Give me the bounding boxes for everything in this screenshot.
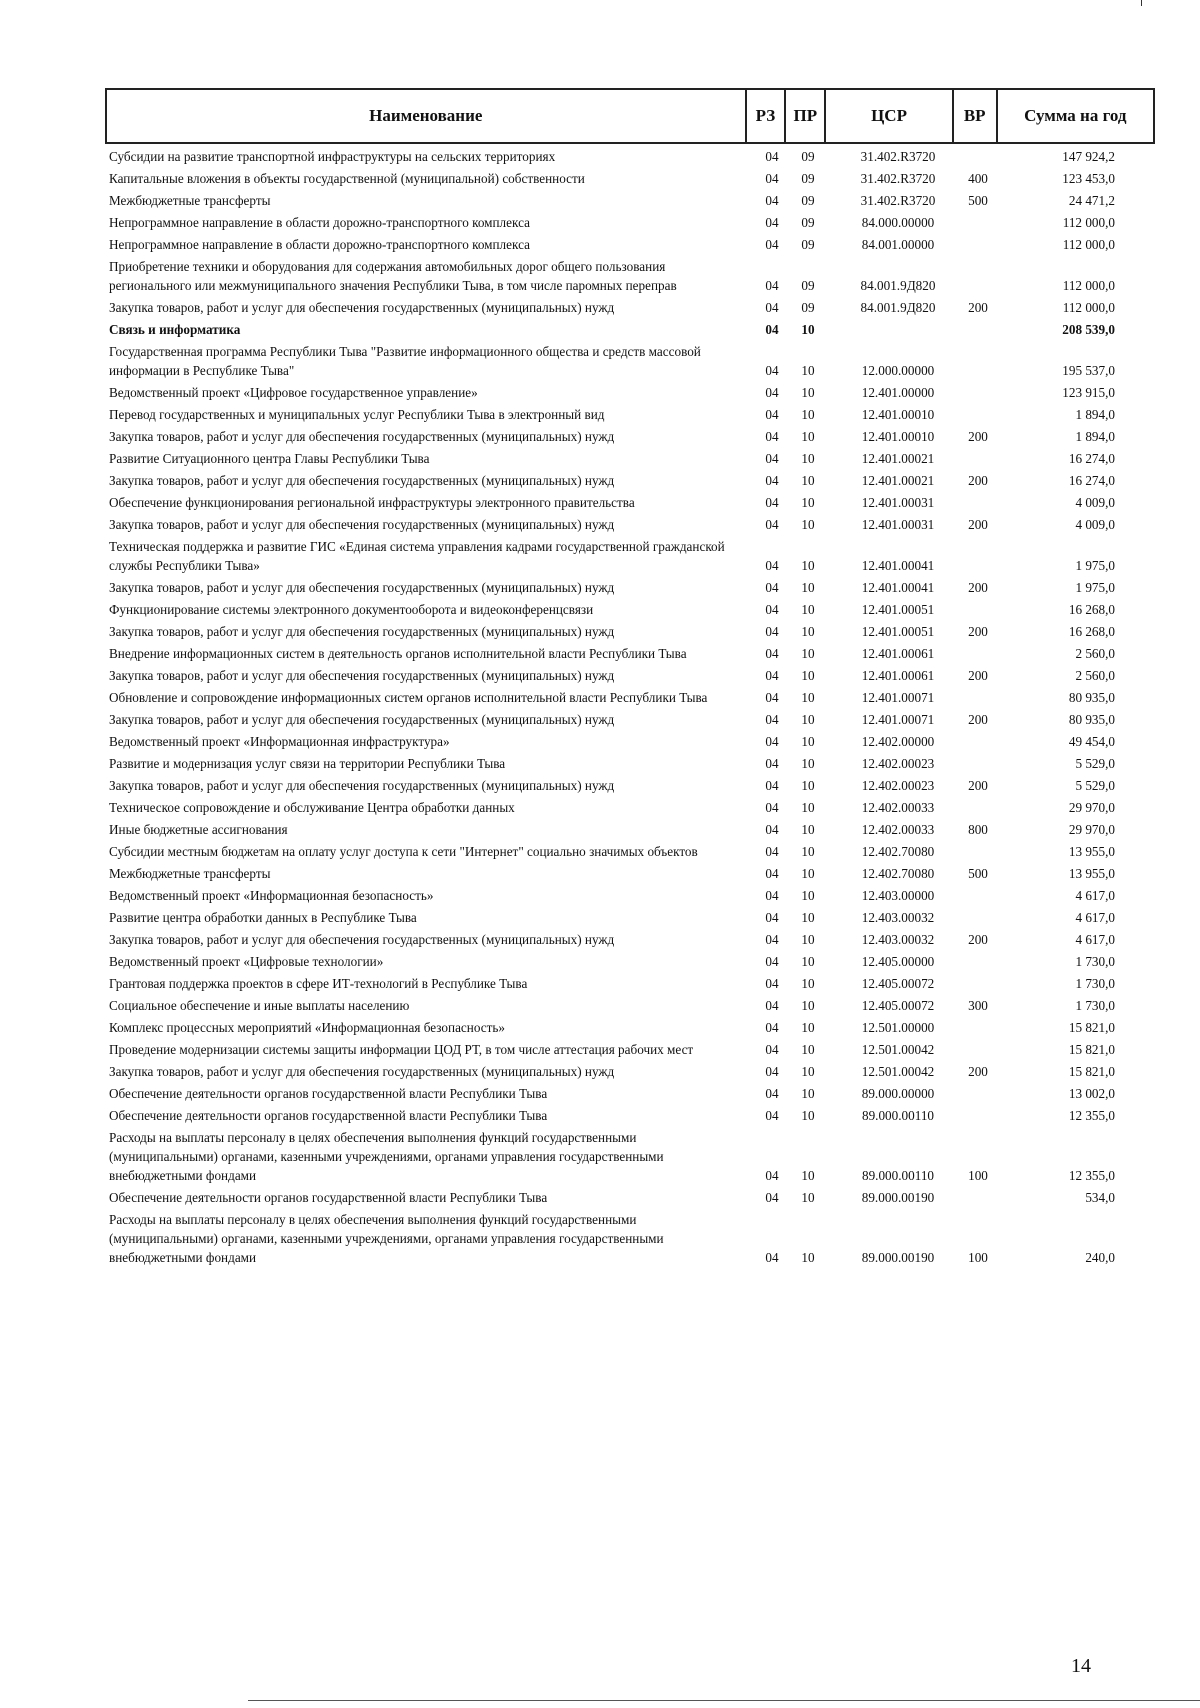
- row-sum: 49 454,0: [1068, 734, 1115, 749]
- row-sum: 240,0: [1085, 1250, 1115, 1265]
- table-row: [105, 405, 1155, 424]
- row-name: Закупка товаров, работ и услуг для обеспечения государственных (муниципальных) нужд: [109, 712, 615, 727]
- table-row: [105, 666, 1155, 685]
- row-rz: 04: [765, 624, 779, 639]
- row-name: Ведомственный проект «Информационная инфраструктура»: [109, 734, 450, 749]
- row-vr: 800: [968, 822, 988, 837]
- row-rz: 04: [765, 954, 779, 969]
- table-row: [105, 688, 1155, 707]
- row-rz: 04: [765, 756, 779, 771]
- row-name: Связь и информатика: [109, 322, 241, 337]
- row-rz: 04: [765, 998, 779, 1013]
- row-pr: 10: [801, 624, 815, 639]
- row-pr: 10: [801, 756, 815, 771]
- row-rz: 04: [765, 385, 779, 400]
- row-sum: 112 000,0: [1062, 278, 1115, 293]
- row-csr: 12.405.00000: [861, 954, 935, 969]
- table-row: [105, 798, 1155, 817]
- table-row: [105, 864, 1155, 883]
- table-row: [105, 974, 1155, 993]
- row-vr: 200: [968, 778, 988, 793]
- row-rz: 04: [765, 910, 779, 925]
- row-pr: 10: [801, 976, 815, 991]
- row-name: Приобретение техники и оборудования для содержания автомобильных дорог общего пользования регионального или межмуниципального значения Республики Тыва, в том числе паромных переправ: [109, 259, 677, 293]
- row-name: Субсидии на развитие транспортной инфраструктуры на сельских территориях: [109, 149, 556, 164]
- header-sum: Сумма на год: [996, 90, 1153, 142]
- row-csr: 84.001.9Д820: [860, 278, 936, 293]
- table-row: [105, 515, 1155, 534]
- row-rz: 04: [765, 800, 779, 815]
- table-row: [105, 537, 1155, 575]
- row-rz: 04: [765, 300, 779, 315]
- row-name: Государственная программа Республики Тыва "Развитие информационного общества и средств массовой информации в Республике Тыва": [109, 344, 701, 378]
- row-csr: 12.501.00000: [861, 1020, 935, 1035]
- row-name: Закупка товаров, работ и услуг для обеспечения государственных (муниципальных) нужд: [109, 429, 615, 444]
- row-pr: 10: [801, 778, 815, 793]
- row-sum: 80 935,0: [1068, 712, 1115, 727]
- table-row: [105, 427, 1155, 446]
- table-row: [105, 1106, 1155, 1125]
- row-pr: 10: [801, 1250, 815, 1265]
- row-csr: 12.401.00021: [861, 451, 935, 466]
- row-rz: 04: [765, 171, 779, 186]
- row-name: Ведомственный проект «Информационная безопасность»: [109, 888, 434, 903]
- table-row: [105, 952, 1155, 971]
- row-csr: 12.402.00033: [861, 800, 935, 815]
- table-row: [105, 169, 1155, 188]
- row-sum: 4 009,0: [1075, 495, 1115, 510]
- row-pr: 10: [801, 473, 815, 488]
- row-rz: 04: [765, 215, 779, 230]
- table-row: [105, 754, 1155, 773]
- row-csr: 12.401.00010: [861, 429, 935, 444]
- row-rz: 04: [765, 1064, 779, 1079]
- row-sum: 1 730,0: [1075, 954, 1115, 969]
- row-sum: 4 617,0: [1075, 888, 1115, 903]
- row-name: Закупка товаров, работ и услуг для обеспечения государственных (муниципальных) нужд: [109, 517, 615, 532]
- row-pr: 09: [801, 278, 815, 293]
- row-name: Развитие Ситуационного центра Главы Республики Тыва: [109, 451, 430, 466]
- row-pr: 10: [801, 495, 815, 510]
- header-csr: ЦСР: [824, 90, 952, 142]
- row-sum: 16 268,0: [1068, 624, 1115, 639]
- row-sum: 16 274,0: [1068, 473, 1115, 488]
- row-csr: 12.401.00071: [861, 690, 935, 705]
- row-rz: 04: [765, 778, 779, 793]
- row-rz: 04: [765, 712, 779, 727]
- row-csr: 89.000.00110: [861, 1108, 935, 1123]
- row-csr: 12.402.00033: [861, 822, 935, 837]
- header-vr: ВР: [952, 90, 996, 142]
- scan-edge-mark: [1141, 0, 1142, 6]
- row-pr: 10: [801, 558, 815, 573]
- row-csr: 84.001.00000: [861, 237, 935, 252]
- row-name: Обновление и сопровождение информационных систем органов исполнительной власти Республики Тыва: [109, 690, 708, 705]
- row-csr: 12.401.00061: [861, 668, 935, 683]
- row-rz: 04: [765, 1168, 779, 1183]
- row-sum: 12 355,0: [1068, 1168, 1115, 1183]
- row-pr: 09: [801, 193, 815, 208]
- scan-bottom-rule: [248, 1700, 1200, 1701]
- row-name: Обеспечение деятельности органов государственной власти Республики Тыва: [109, 1190, 548, 1205]
- table-row: [105, 644, 1155, 663]
- row-sum: 15 821,0: [1068, 1020, 1115, 1035]
- row-csr: 12.402.70080: [861, 844, 935, 859]
- row-name: Закупка товаров, работ и услуг для обеспечения государственных (муниципальных) нужд: [109, 473, 615, 488]
- row-name: Закупка товаров, работ и услуг для обеспечения государственных (муниципальных) нужд: [109, 624, 615, 639]
- table-row: [105, 578, 1155, 597]
- row-name: Ведомственный проект «Цифровые технологии»: [109, 954, 384, 969]
- row-pr: 10: [801, 822, 815, 837]
- row-name: Обеспечение функционирования региональной инфраструктуры электронного правительства: [109, 495, 635, 510]
- row-sum: 208 539,0: [1062, 322, 1115, 337]
- row-rz: 04: [765, 866, 779, 881]
- row-pr: 10: [801, 1042, 815, 1057]
- row-name: Обеспечение деятельности органов государственной власти Республики Тыва: [109, 1108, 548, 1123]
- row-csr: 12.402.00023: [861, 778, 935, 793]
- row-sum: 16 268,0: [1068, 602, 1115, 617]
- row-csr: 12.401.00051: [861, 602, 935, 617]
- row-pr: 10: [801, 1190, 815, 1205]
- table-row: [105, 257, 1155, 295]
- row-rz: 04: [765, 517, 779, 532]
- row-vr: 200: [968, 624, 988, 639]
- table-row: [105, 383, 1155, 402]
- row-csr: 12.402.00023: [861, 756, 935, 771]
- row-name: Социальное обеспечение и иные выплаты населению: [109, 998, 410, 1013]
- table-row: [105, 213, 1155, 232]
- row-rz: 04: [765, 1190, 779, 1205]
- row-csr: 31.402.R3720: [860, 149, 936, 164]
- row-rz: 04: [765, 932, 779, 947]
- table-row: [105, 1062, 1155, 1081]
- row-sum: 147 924,2: [1062, 149, 1115, 164]
- row-rz: 04: [765, 1020, 779, 1035]
- row-rz: 04: [765, 1108, 779, 1123]
- row-name: Комплекс процессных мероприятий «Информационная безопасность»: [109, 1020, 505, 1035]
- table-row: [105, 449, 1155, 468]
- row-name: Межбюджетные трансферты: [109, 866, 271, 881]
- row-rz: 04: [765, 734, 779, 749]
- row-csr: 12.403.00032: [861, 932, 935, 947]
- row-rz: 04: [765, 495, 779, 510]
- row-csr: 12.401.00021: [861, 473, 935, 488]
- row-pr: 10: [801, 1086, 815, 1101]
- row-sum: 112 000,0: [1062, 237, 1115, 252]
- row-pr: 10: [801, 932, 815, 947]
- table-row: [105, 710, 1155, 729]
- row-sum: 29 970,0: [1068, 800, 1115, 815]
- row-csr: 12.401.00061: [861, 646, 935, 661]
- row-name: Обеспечение деятельности органов государственной власти Республики Тыва: [109, 1086, 548, 1101]
- row-pr: 10: [801, 910, 815, 925]
- header-pr: ПР: [784, 90, 824, 142]
- row-csr: 12.000.00000: [861, 363, 935, 378]
- table-row: [105, 1128, 1155, 1185]
- table-row: [105, 320, 1155, 339]
- row-rz: 04: [765, 1042, 779, 1057]
- row-pr: 10: [801, 668, 815, 683]
- row-rz: 04: [765, 602, 779, 617]
- row-sum: 16 274,0: [1068, 451, 1115, 466]
- row-name: Закупка товаров, работ и услуг для обеспечения государственных (муниципальных) нужд: [109, 580, 615, 595]
- row-csr: 12.401.00000: [861, 385, 935, 400]
- row-name: Закупка товаров, работ и услуг для обеспечения государственных (муниципальных) нужд: [109, 932, 615, 947]
- row-name: Капитальные вложения в объекты государственной (муниципальной) собственности: [109, 171, 585, 186]
- row-rz: 04: [765, 363, 779, 378]
- row-sum: 4 009,0: [1075, 517, 1115, 532]
- table-row: [105, 820, 1155, 839]
- row-sum: 13 002,0: [1068, 1086, 1115, 1101]
- row-vr: 200: [968, 1064, 988, 1079]
- row-vr: 500: [968, 866, 988, 881]
- row-sum: 12 355,0: [1068, 1108, 1115, 1123]
- row-sum: 112 000,0: [1062, 300, 1115, 315]
- row-name: Проведение модернизации системы защиты информации ЦОД РТ, в том числе аттестация рабочих мест: [109, 1042, 694, 1057]
- row-sum: 1 894,0: [1075, 407, 1115, 422]
- table-row: [105, 191, 1155, 210]
- row-pr: 10: [801, 998, 815, 1013]
- row-name: Перевод государственных и муниципальных услуг Республики Тыва в электронный вид: [109, 407, 605, 422]
- row-name: Закупка товаров, работ и услуг для обеспечения государственных (муниципальных) нужд: [109, 668, 615, 683]
- row-vr: 200: [968, 580, 988, 595]
- table-row: [105, 1084, 1155, 1103]
- row-name: Расходы на выплаты персоналу в целях обеспечения выполнения функций государственными (муниципальными) органами, казенными учреждениями, органами управления государственными внебюджетными фондами: [109, 1130, 664, 1183]
- row-sum: 1 730,0: [1075, 998, 1115, 1013]
- row-rz: 04: [765, 580, 779, 595]
- row-csr: 12.403.00032: [861, 910, 935, 925]
- row-pr: 10: [801, 429, 815, 444]
- row-pr: 10: [801, 1168, 815, 1183]
- table-row: [105, 842, 1155, 861]
- row-name: Техническая поддержка и развитие ГИС «Единая система управления кадрами государственной гражданской службы Республики Тыва»: [109, 539, 725, 573]
- table-row: [105, 1210, 1155, 1267]
- row-pr: 09: [801, 237, 815, 252]
- table-body: [105, 147, 1155, 1267]
- row-pr: 10: [801, 1064, 815, 1079]
- row-csr: 12.405.00072: [861, 976, 935, 991]
- row-sum: 4 617,0: [1075, 932, 1115, 947]
- row-sum: 4 617,0: [1075, 910, 1115, 925]
- row-vr: 100: [968, 1250, 988, 1265]
- row-csr: 89.000.00000: [861, 1086, 935, 1101]
- row-rz: 04: [765, 646, 779, 661]
- row-pr: 10: [801, 646, 815, 661]
- row-pr: 10: [801, 844, 815, 859]
- row-name: Межбюджетные трансферты: [109, 193, 271, 208]
- row-pr: 10: [801, 712, 815, 727]
- row-sum: 24 471,2: [1068, 193, 1115, 208]
- row-csr: 89.000.00110: [861, 1168, 935, 1183]
- row-name: Грантовая поддержка проектов в сфере ИТ-технологий в Республике Тыва: [109, 976, 528, 991]
- table-row: [105, 471, 1155, 490]
- row-sum: 1 975,0: [1075, 558, 1115, 573]
- row-pr: 10: [801, 866, 815, 881]
- table-row: [105, 1188, 1155, 1207]
- table-row: [105, 235, 1155, 254]
- row-csr: 31.402.R3720: [860, 193, 936, 208]
- row-sum: 1 894,0: [1075, 429, 1115, 444]
- row-vr: 300: [968, 998, 988, 1013]
- row-pr: 10: [801, 800, 815, 815]
- row-sum: 5 529,0: [1075, 756, 1115, 771]
- row-csr: 12.501.00042: [861, 1042, 935, 1057]
- row-pr: 10: [801, 1020, 815, 1035]
- row-csr: 84.000.00000: [861, 215, 935, 230]
- budget-table: [105, 88, 1155, 1267]
- page-number: 14: [1071, 1655, 1091, 1677]
- row-csr: 12.401.00041: [861, 580, 935, 595]
- row-name: Внедрение информационных систем в деятельность органов исполнительной власти Республики Тыва: [109, 646, 687, 661]
- row-csr: 12.402.70080: [861, 866, 935, 881]
- row-sum: 13 955,0: [1068, 866, 1115, 881]
- row-csr: 12.401.00031: [861, 517, 935, 532]
- table-row: [105, 342, 1155, 380]
- table-row: [105, 622, 1155, 641]
- row-rz: 04: [765, 473, 779, 488]
- row-pr: 10: [801, 602, 815, 617]
- row-name: Закупка товаров, работ и услуг для обеспечения государственных (муниципальных) нужд: [109, 778, 615, 793]
- row-rz: 04: [765, 668, 779, 683]
- row-sum: 29 970,0: [1068, 822, 1115, 837]
- row-rz: 04: [765, 322, 779, 337]
- row-sum: 15 821,0: [1068, 1064, 1115, 1079]
- row-pr: 10: [801, 888, 815, 903]
- table-header: [105, 88, 1155, 144]
- row-sum: 1 730,0: [1075, 976, 1115, 991]
- row-pr: 09: [801, 215, 815, 230]
- row-rz: 04: [765, 558, 779, 573]
- table-row: [105, 1040, 1155, 1059]
- row-csr: 89.000.00190: [861, 1190, 935, 1205]
- row-pr: 10: [801, 363, 815, 378]
- row-name: Ведомственный проект «Цифровое государственное управление»: [109, 385, 478, 400]
- row-rz: 04: [765, 888, 779, 903]
- row-pr: 09: [801, 149, 815, 164]
- row-vr: 200: [968, 473, 988, 488]
- row-csr: 12.401.00051: [861, 624, 935, 639]
- row-rz: 04: [765, 237, 779, 252]
- row-csr: 12.501.00042: [861, 1064, 935, 1079]
- row-rz: 04: [765, 149, 779, 164]
- row-sum: 123 915,0: [1062, 385, 1115, 400]
- row-name: Иные бюджетные ассигнования: [109, 822, 288, 837]
- row-vr: 200: [968, 517, 988, 532]
- row-sum: 534,0: [1085, 1190, 1115, 1205]
- row-csr: 12.403.00000: [861, 888, 935, 903]
- row-sum: 195 537,0: [1062, 363, 1115, 378]
- row-name: Субсидии местным бюджетам на оплату услуг доступа к сети "Интернет" социально значимых объектов: [109, 844, 698, 859]
- row-pr: 10: [801, 954, 815, 969]
- row-pr: 09: [801, 171, 815, 186]
- row-rz: 04: [765, 1250, 779, 1265]
- row-vr: 400: [968, 171, 988, 186]
- row-pr: 10: [801, 734, 815, 749]
- header-rz: РЗ: [745, 90, 785, 142]
- row-pr: 10: [801, 690, 815, 705]
- table-row: [105, 1018, 1155, 1037]
- row-pr: 10: [801, 385, 815, 400]
- row-csr: 12.401.00041: [861, 558, 935, 573]
- row-csr: 12.402.00000: [861, 734, 935, 749]
- row-vr: 200: [968, 932, 988, 947]
- row-pr: 10: [801, 407, 815, 422]
- table-row: [105, 732, 1155, 751]
- row-sum: 2 560,0: [1075, 646, 1115, 661]
- row-name: Техническое сопровождение и обслуживание Центра обработки данных: [109, 800, 515, 815]
- table-row: [105, 298, 1155, 317]
- table-row: [105, 930, 1155, 949]
- row-sum: 112 000,0: [1062, 215, 1115, 230]
- row-rz: 04: [765, 407, 779, 422]
- row-vr: 200: [968, 429, 988, 444]
- row-pr: 10: [801, 451, 815, 466]
- row-name: Закупка товаров, работ и услуг для обеспечения государственных (муниципальных) нужд: [109, 300, 615, 315]
- row-pr: 09: [801, 300, 815, 315]
- row-vr: 500: [968, 193, 988, 208]
- row-rz: 04: [765, 976, 779, 991]
- row-vr: 200: [968, 300, 988, 315]
- row-name: Функционирование системы электронного документооборота и видеоконференцсвязи: [109, 602, 594, 617]
- row-rz: 04: [765, 844, 779, 859]
- table-row: [105, 493, 1155, 512]
- row-name: Развитие центра обработки данных в Республике Тыва: [109, 910, 417, 925]
- table-row: [105, 776, 1155, 795]
- table-row: [105, 908, 1155, 927]
- table-row: [105, 600, 1155, 619]
- row-name: Расходы на выплаты персоналу в целях обеспечения выполнения функций государственными (муниципальными) органами, казенными учреждениями, органами управления государственными внебюджетными фондами: [109, 1212, 664, 1265]
- row-csr: 31.402.R3720: [860, 171, 936, 186]
- row-rz: 04: [765, 822, 779, 837]
- row-vr: 100: [968, 1168, 988, 1183]
- table-row: [105, 147, 1155, 166]
- row-pr: 10: [801, 580, 815, 595]
- row-csr: 89.000.00190: [861, 1250, 935, 1265]
- row-sum: 2 560,0: [1075, 668, 1115, 683]
- row-rz: 04: [765, 193, 779, 208]
- row-vr: 200: [968, 712, 988, 727]
- row-csr: 12.401.00031: [861, 495, 935, 510]
- row-csr: 12.401.00071: [861, 712, 935, 727]
- table-row: [105, 886, 1155, 905]
- row-csr: 12.405.00072: [861, 998, 935, 1013]
- row-csr: 84.001.9Д820: [860, 300, 936, 315]
- row-name: Непрограммное направление в области дорожно-транспортного комплекса: [109, 237, 530, 252]
- row-sum: 15 821,0: [1068, 1042, 1115, 1057]
- row-sum: 123 453,0: [1062, 171, 1115, 186]
- row-sum: 13 955,0: [1068, 844, 1115, 859]
- row-pr: 10: [801, 1108, 815, 1123]
- row-rz: 04: [765, 1086, 779, 1101]
- row-rz: 04: [765, 278, 779, 293]
- row-rz: 04: [765, 429, 779, 444]
- row-sum: 80 935,0: [1068, 690, 1115, 705]
- header-name: Наименование: [369, 106, 483, 125]
- row-name: Развитие и модернизация услуг связи на территории Республики Тыва: [109, 756, 506, 771]
- row-rz: 04: [765, 451, 779, 466]
- row-name: Непрограммное направление в области дорожно-транспортного комплекса: [109, 215, 530, 230]
- row-sum: 1 975,0: [1075, 580, 1115, 595]
- row-vr: 200: [968, 668, 988, 683]
- row-pr: 10: [801, 517, 815, 532]
- row-pr: 10: [801, 322, 815, 337]
- row-rz: 04: [765, 690, 779, 705]
- row-sum: 5 529,0: [1075, 778, 1115, 793]
- row-csr: 12.401.00010: [861, 407, 935, 422]
- table-row: [105, 996, 1155, 1015]
- row-name: Закупка товаров, работ и услуг для обеспечения государственных (муниципальных) нужд: [109, 1064, 615, 1079]
